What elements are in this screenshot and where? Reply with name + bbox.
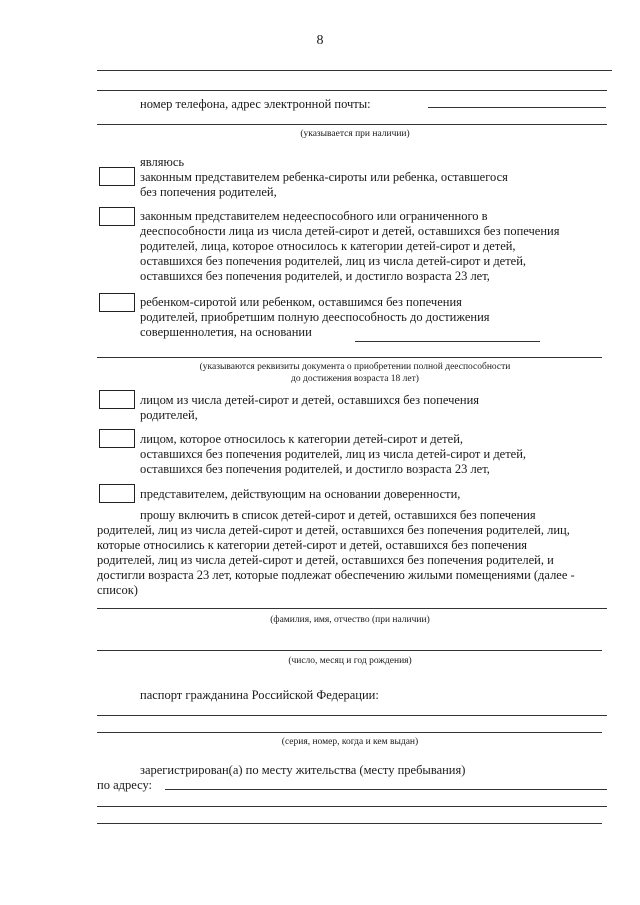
passport-field-2[interactable] <box>97 732 602 733</box>
contact-label: номер телефона, адрес электронной почты: <box>140 97 371 111</box>
blank-line-top-1[interactable] <box>97 70 612 71</box>
contact-field[interactable] <box>428 107 606 108</box>
address-field-3[interactable] <box>97 823 602 824</box>
status-intro: являюсь <box>140 155 185 169</box>
blank-line-top-2[interactable] <box>97 90 607 91</box>
checkbox-option-3[interactable] <box>99 293 135 312</box>
checkbox-option-5[interactable] <box>99 429 135 448</box>
capacity-basis-field[interactable] <box>355 341 540 342</box>
passport-label: паспорт гражданина Российской Федерации: <box>140 688 379 702</box>
checkbox-option-4[interactable] <box>99 390 135 409</box>
contact-caption: (указывается при наличии) <box>300 129 410 139</box>
checkbox-option-2[interactable] <box>99 207 135 226</box>
option-5-text: лицом, которое относилось к категории детей-сирот и детей, оставшихся без попечения родителей, лиц из числа детей-сирот и детей, оставшихся без попечения родителей, и достигло возраста 23 лет, <box>140 432 527 476</box>
birth-date-field[interactable] <box>97 650 602 651</box>
passport-caption: (серия, номер, когда и кем выдан) <box>281 737 419 747</box>
option-4-text: лицом из числа детей-сирот и детей, оставшихся без попечения родителей, <box>140 393 480 422</box>
checkbox-option-1[interactable] <box>99 167 135 186</box>
capacity-document-line[interactable] <box>97 357 602 358</box>
checkbox-option-6[interactable] <box>99 484 135 503</box>
option-6-text: представителем, действующим на основании доверенности, <box>140 487 461 501</box>
passport-field-1[interactable] <box>97 715 607 716</box>
birth-date-caption: (число, месяц и год рождения) <box>288 656 412 666</box>
registration-label: зарегистрирован(а) по месту жительства (месту пребывания) <box>140 763 466 777</box>
capacity-caption: (указываются реквизиты документа о приобретении полной дееспособности до достижения возраста 18 лет) <box>199 362 511 384</box>
full-name-caption: (фамилия, имя, отчество (при наличии) <box>270 615 430 625</box>
request-text: прошу включить в список детей-сирот и детей, оставшихся без попечения родителей, лиц из числа детей-сирот и детей, оставшихся без попечения родителей, лиц, которые относились к категории детей-сирот и детей, оставшихся без попечения родителей, лиц из числа детей-сирот и детей, оставшихся без попечения родителей, и достигли возраста 23 лет, которые подлежат обеспечению жилыми помещениями (далее - список) <box>97 508 575 597</box>
full-name-field[interactable] <box>97 608 607 609</box>
option-3-text: ребенком-сиротой или ребенком, оставшимся без попечения родителей, приобретшим полную дееспособность до достижения совершеннолетия, на основании <box>140 295 490 339</box>
address-field-2[interactable] <box>97 806 607 807</box>
option-1-text: законным представителем ребенка-сироты или ребенка, оставшегося без попечения родителей, <box>140 170 508 199</box>
address-label: по адресу: <box>97 778 153 792</box>
contact-line[interactable] <box>97 124 607 125</box>
option-2-text: законным представителем недееспособного или ограниченного в дееспособности лица из числа детей-сирот и детей, оставшихся без попечения родителей, лица, которое относилось к категории детей-сирот и детей, оставшихся без попечения родителей, лиц из числа детей-сирот и детей, оставшихся без попечения родителей, и достигло возраста 23 лет, <box>140 209 560 283</box>
address-field-1[interactable] <box>165 789 607 790</box>
page-number: 8 <box>316 33 324 48</box>
